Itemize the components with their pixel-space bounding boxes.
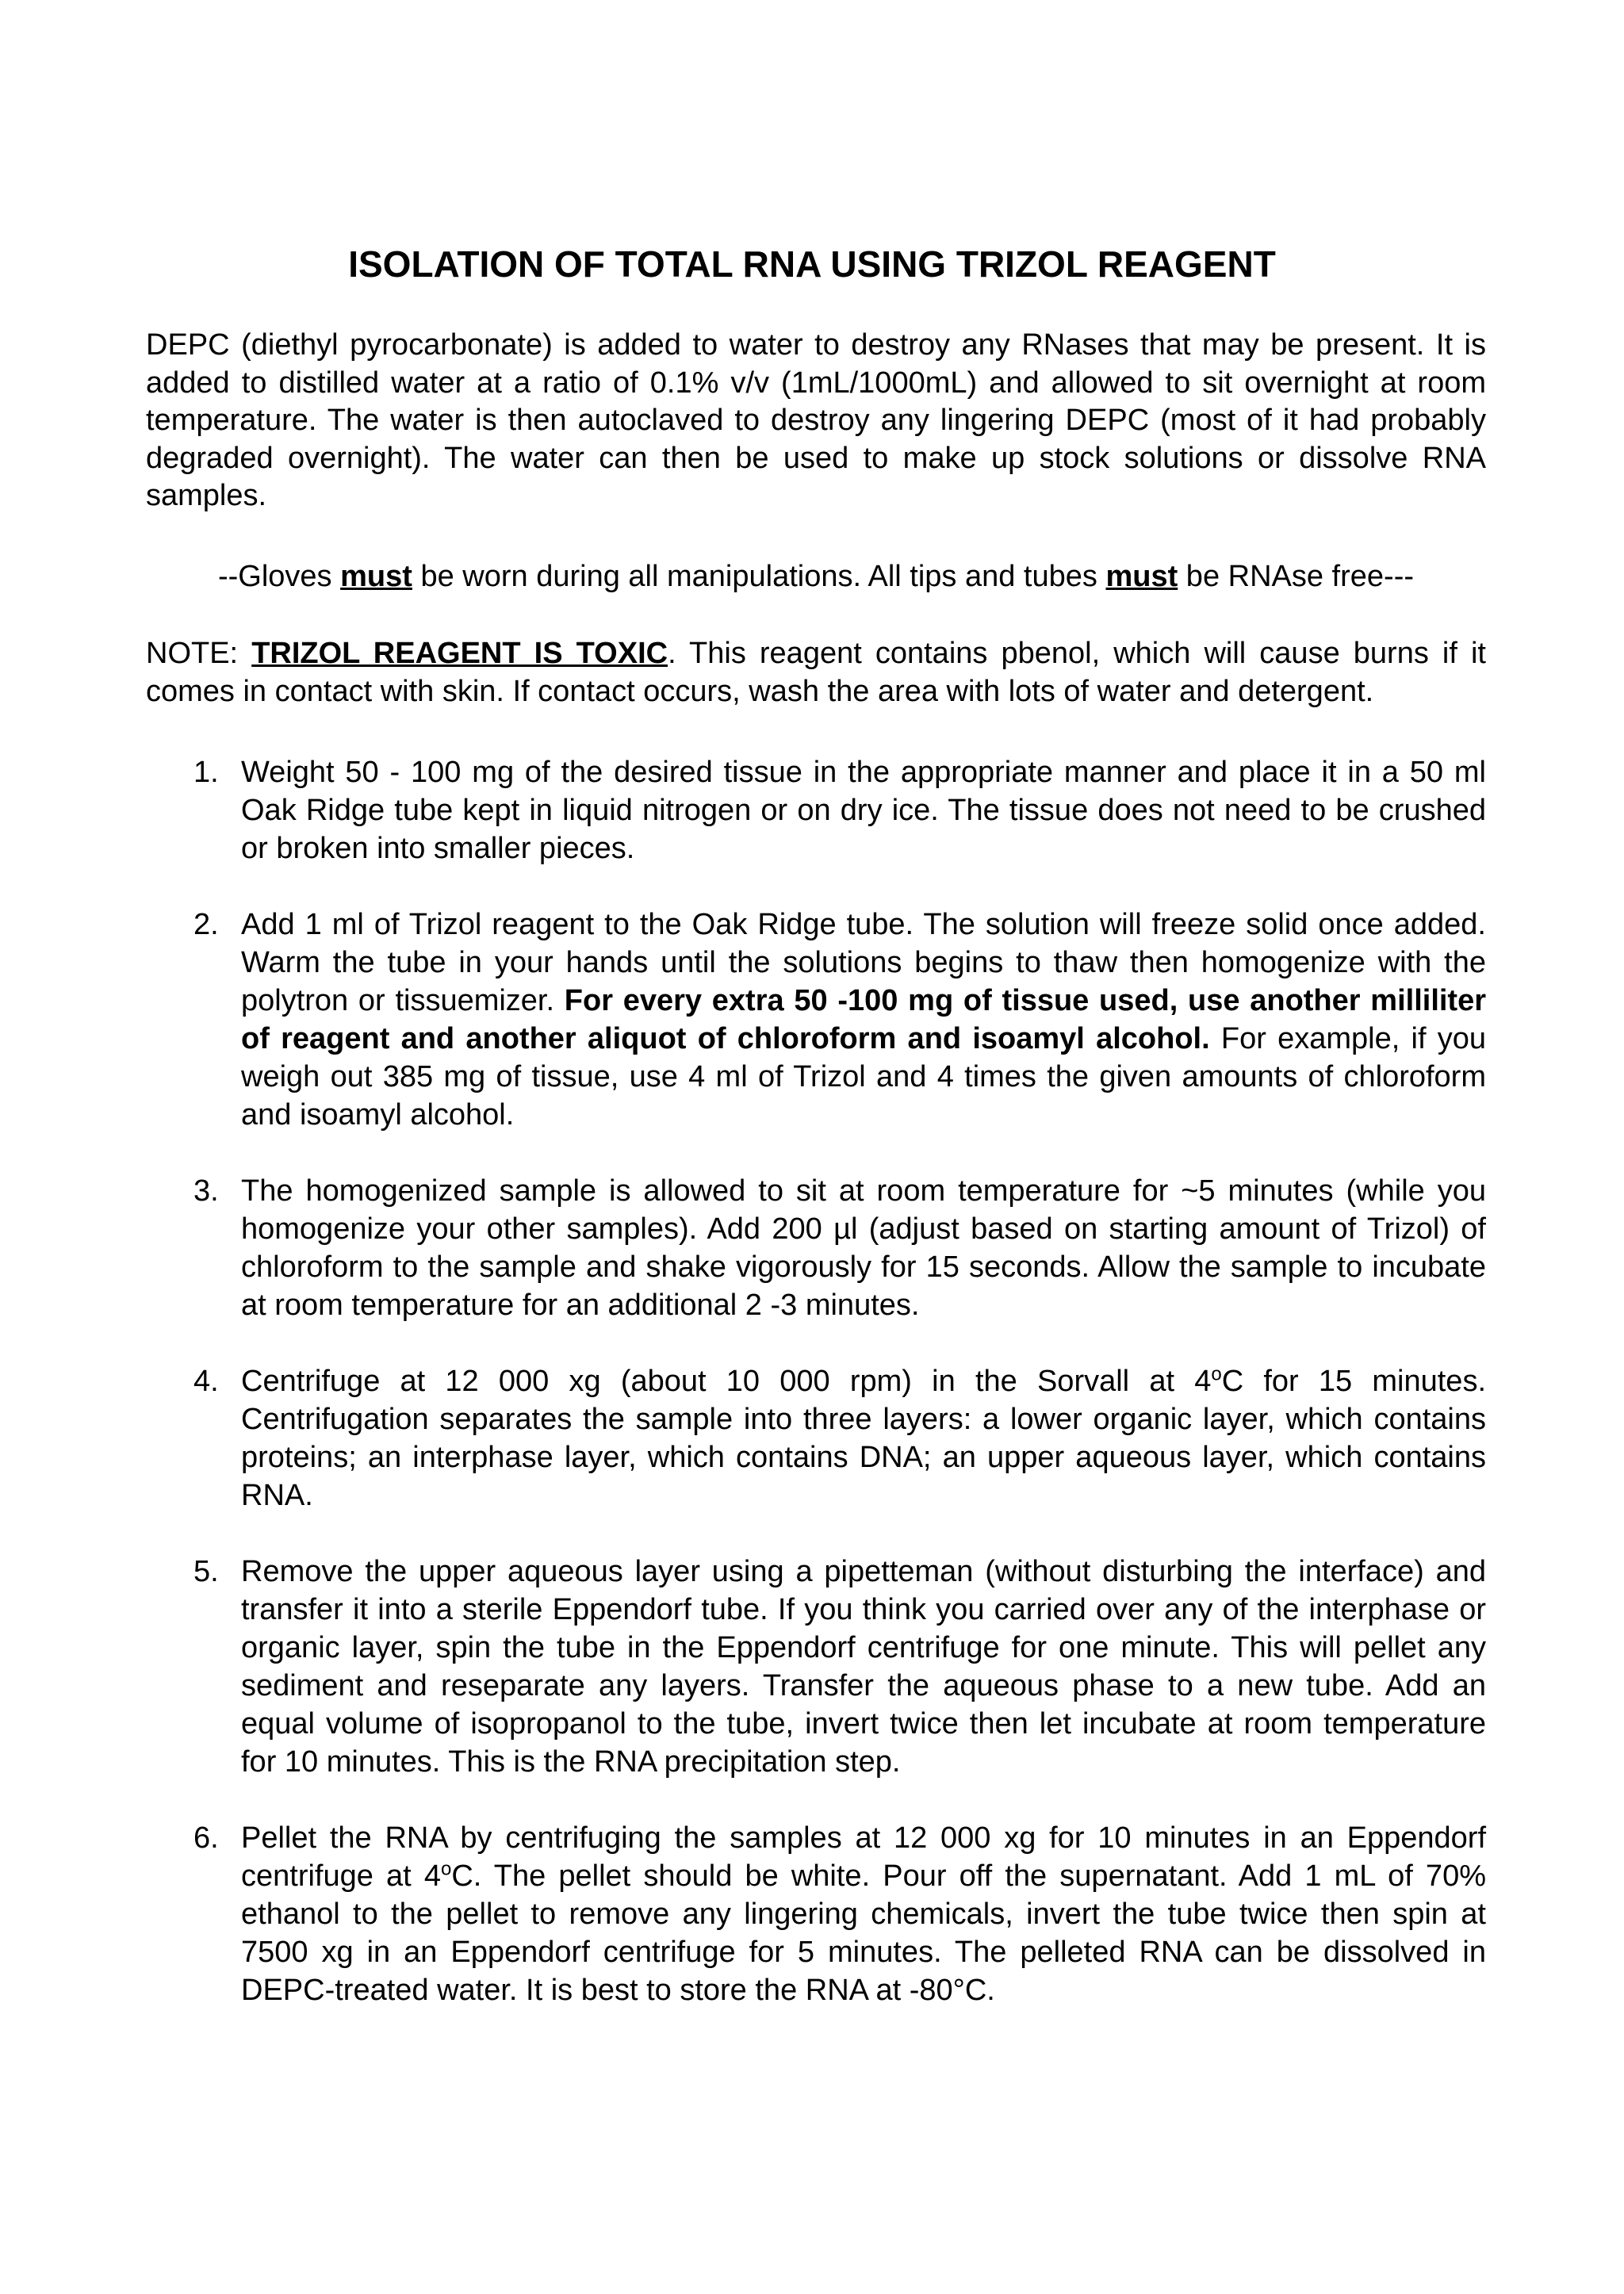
- step-text: Remove the upper aqueous layer using a pipetteman (without disturbing the interface) and transfer it into a sterile Eppendorf tube. If you think you carried over any of the interphase or organic layer, spin the tube in the Eppendorf centrifuge for one minute. This will pellet any sediment and reseparate any layers. Transfer the aqueous phase to a new tube. Add an equal volume of isopropanol to the tube, invert twice then let incubate at room temperature for 10 minutes. This is the RNA precipitation step.: [241, 1555, 1486, 1779]
- gloves-middle: be worn during all manipulations. All tips and tubes: [412, 560, 1106, 593]
- step-6: [146, 1819, 1486, 2009]
- gloves-notice: [146, 557, 1486, 596]
- note-warning: TRIZOL REAGENT IS TOXIC: [251, 637, 668, 670]
- degree-symbol: o: [1211, 1363, 1222, 1385]
- gloves-suffix: be RNAse free---: [1178, 560, 1414, 593]
- note-text: . This reagent contains pbenol, which will cause burns if it comes in contact with skin. If contact occurs, wash the area with lots of water and detergent.: [146, 637, 1486, 708]
- gloves-emphasis-must: must: [340, 560, 412, 593]
- intro-paragraph: DEPC (diethyl pyrocarbonate) is added to water to destroy any RNases that may be present. It is added to distilled water at a ratio of 0.1% v/v (1mL/1000mL) and allowed to sit overnight at room temperature. The water is then autoclaved to destroy any lingering DEPC (most of it had probably degraded overnight). The water can then be used to make up stock solutions or dissolve RNA samples.: [146, 328, 1486, 512]
- gloves-prefix: --Gloves: [217, 560, 341, 593]
- step-4: [146, 1362, 1486, 1515]
- step-1: [146, 753, 1486, 867]
- step-number: 3.: [193, 1174, 219, 1208]
- toxic-note: [146, 635, 1486, 710]
- degree-symbol: o: [440, 1858, 452, 1880]
- step-text: Weight 50 - 100 mg of the desired tissue in the appropriate manner and place it in a 50 ml Oak Ridge tube kept in liquid nitrogen or on dry ice. The tissue does not need to be crushed or broken into smaller pieces.: [241, 756, 1486, 865]
- step-3: [146, 1172, 1486, 1324]
- document-title: ISOLATION OF TOTAL RNA USING TRIZOL REAGENT: [348, 243, 1276, 285]
- step-text: Centrifuge at 12 000 xg (about 10 000 rpm) in the Sorvall at 4: [241, 1365, 1212, 1398]
- step-number: 6.: [193, 1821, 219, 1855]
- step-text-continued: C. The pellet should be white. Pour off the supernatant. Add 1 mL of 70% ethanol to the pellet to remove any lingering chemicals, invert the tube twice then spin at 7500 xg in an Eppendorf centrifuge for 5 minutes. The pelleted RNA can be dissolved in DEPC-treated water. It is best to store the RNA at -80°C.: [241, 1859, 1486, 2007]
- gloves-emphasis-must-2: must: [1105, 560, 1178, 593]
- step-text: Add 1 ml of Trizol reagent to the Oak Ridge tube. The solution will freeze solid once added. Warm the tube in your hands until the solutions begins to thaw then homogenize with the polytron or tissuemizer.: [241, 908, 1486, 1017]
- step-number: 5.: [193, 1555, 219, 1588]
- step-2: [146, 906, 1486, 1134]
- step-number: 1.: [193, 756, 219, 789]
- step-5: [146, 1553, 1486, 1781]
- step-text-continued: For example, if you weigh out 385 mg of tissue, use 4 ml of Trizol and 4 times the given amounts of chloroform and isoamyl alcohol.: [241, 1022, 1487, 1132]
- step-number: 2.: [193, 908, 219, 941]
- procedure-steps: [146, 753, 1486, 2047]
- step-text-continued: C for 15 minutes. Centrifugation separates the sample into three layers: a lower organic layer, which contains proteins; an interphase layer, which contains DNA; an upper aqueous layer, which contains RNA.: [241, 1365, 1486, 1512]
- note-label: NOTE:: [146, 637, 252, 670]
- step-bold-text: For every extra 50 -100 mg of tissue used, use another milliliter of reagent and another aliquot of chloroform and isoamyl alcohol.: [241, 984, 1487, 1055]
- step-text: Pellet the RNA by centrifuging the samples at 12 000 xg for 10 minutes in an Eppendorf centrifuge at 4: [241, 1821, 1486, 1893]
- step-number: 4.: [193, 1365, 219, 1398]
- step-text: The homogenized sample is allowed to sit at room temperature for ~5 minutes (while you homogenize your other samples). Add 200 µl (adjust based on starting amount of Trizol) of chloroform to the sample and shake vigorously for 15 seconds. Allow the sample to incubate at room temperature for an additional 2 -3 minutes.: [241, 1174, 1486, 1322]
